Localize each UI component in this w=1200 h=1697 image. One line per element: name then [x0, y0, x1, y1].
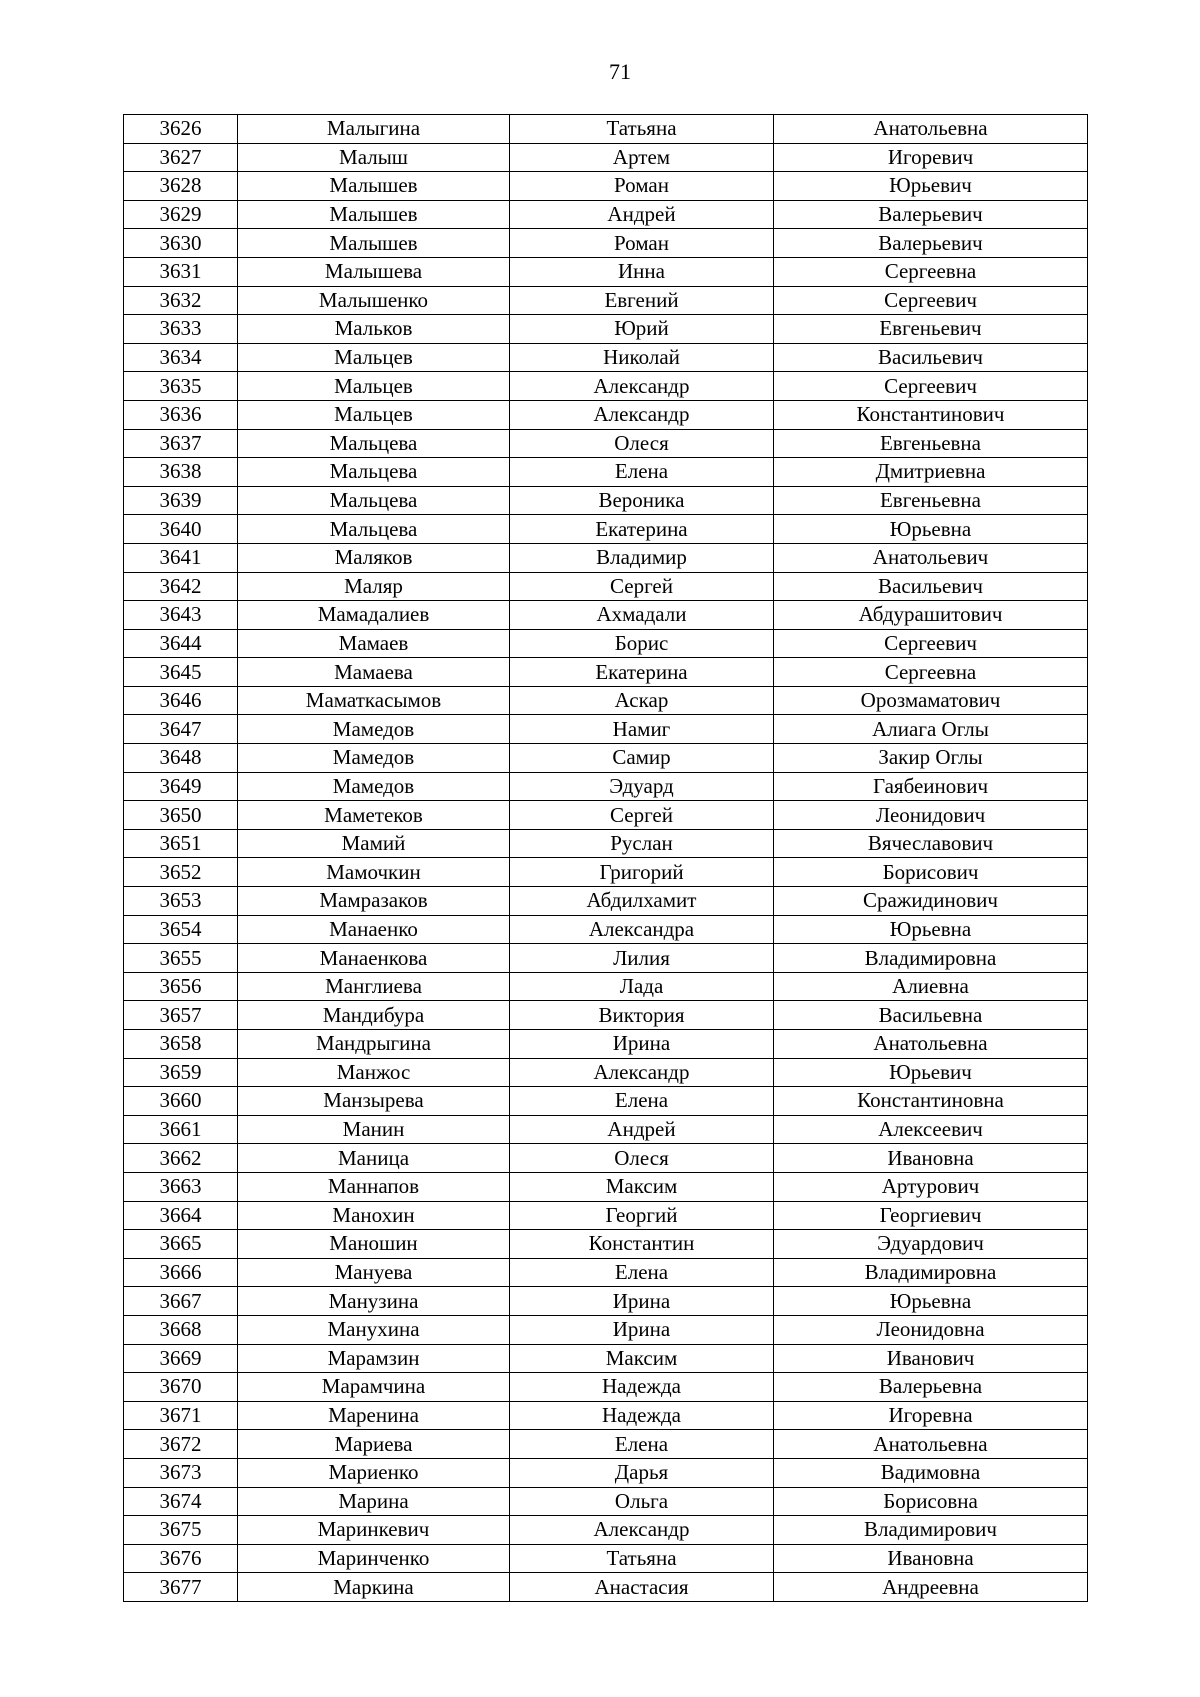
table-row	[124, 572, 1088, 601]
row-number-cell: 3651	[124, 829, 238, 858]
middle-name-cell: Анатольевна	[774, 1430, 1088, 1459]
table-row	[124, 829, 1088, 858]
last-name-cell: Манглиева	[238, 972, 510, 1001]
first-name-cell: Александр	[510, 1058, 774, 1087]
first-name-cell: Елена	[510, 458, 774, 487]
first-name-cell: Лада	[510, 972, 774, 1001]
middle-name-cell: Ивановна	[774, 1544, 1088, 1573]
table-row	[124, 915, 1088, 944]
row-number-cell: 3637	[124, 429, 238, 458]
table-row	[124, 1001, 1088, 1030]
table-row	[124, 1030, 1088, 1059]
row-number-cell: 3649	[124, 772, 238, 801]
table-row	[124, 458, 1088, 487]
first-name-cell: Намиг	[510, 715, 774, 744]
table-row	[124, 1115, 1088, 1144]
last-name-cell: Мамедов	[238, 715, 510, 744]
row-number-cell: 3667	[124, 1287, 238, 1316]
last-name-cell: Мальков	[238, 315, 510, 344]
last-name-cell: Манузина	[238, 1287, 510, 1316]
last-name-cell: Малышев	[238, 229, 510, 258]
last-name-cell: Мальцева	[238, 486, 510, 515]
last-name-cell: Марамзин	[238, 1344, 510, 1373]
row-number-cell: 3647	[124, 715, 238, 744]
table-row	[124, 944, 1088, 973]
last-name-cell: Манин	[238, 1115, 510, 1144]
row-number-cell: 3661	[124, 1115, 238, 1144]
row-number-cell: 3669	[124, 1344, 238, 1373]
first-name-cell: Андрей	[510, 200, 774, 229]
first-name-cell: Екатерина	[510, 515, 774, 544]
first-name-cell: Екатерина	[510, 658, 774, 687]
middle-name-cell: Иванович	[774, 1344, 1088, 1373]
row-number-cell: 3677	[124, 1573, 238, 1602]
first-name-cell: Татьяна	[510, 115, 774, 144]
table-row	[124, 315, 1088, 344]
first-name-cell: Ирина	[510, 1315, 774, 1344]
table-row	[124, 1401, 1088, 1430]
table-row	[124, 1458, 1088, 1487]
first-name-cell: Ольга	[510, 1487, 774, 1516]
row-number-cell: 3631	[124, 257, 238, 286]
first-name-cell: Вероника	[510, 486, 774, 515]
last-name-cell: Малышев	[238, 172, 510, 201]
last-name-cell: Мамочкин	[238, 858, 510, 887]
middle-name-cell: Анатольевич	[774, 543, 1088, 572]
page-number: 71	[609, 59, 631, 84]
last-name-cell: Мамаев	[238, 629, 510, 658]
table-row	[124, 229, 1088, 258]
row-number-cell: 3654	[124, 915, 238, 944]
row-number-cell: 3634	[124, 343, 238, 372]
first-name-cell: Ахмадали	[510, 601, 774, 630]
last-name-cell: Маркина	[238, 1573, 510, 1602]
table-row	[124, 343, 1088, 372]
table-row	[124, 400, 1088, 429]
table-row	[124, 1144, 1088, 1173]
middle-name-cell: Дмитриевна	[774, 458, 1088, 487]
last-name-cell: Мануева	[238, 1258, 510, 1287]
row-number-cell: 3660	[124, 1087, 238, 1116]
row-number-cell: 3662	[124, 1144, 238, 1173]
middle-name-cell: Юрьевна	[774, 515, 1088, 544]
last-name-cell: Маренина	[238, 1401, 510, 1430]
table-row	[124, 257, 1088, 286]
row-number-cell: 3641	[124, 543, 238, 572]
row-number-cell: 3636	[124, 400, 238, 429]
table-row	[124, 515, 1088, 544]
middle-name-cell: Евгеньевна	[774, 486, 1088, 515]
table-row	[124, 658, 1088, 687]
middle-name-cell: Игоревич	[774, 143, 1088, 172]
row-number-cell: 3664	[124, 1201, 238, 1230]
last-name-cell: Мальцев	[238, 400, 510, 429]
row-number-cell: 3652	[124, 858, 238, 887]
last-name-cell: Манзырева	[238, 1087, 510, 1116]
row-number-cell: 3642	[124, 572, 238, 601]
middle-name-cell: Анатольевна	[774, 1030, 1088, 1059]
middle-name-cell: Алиевна	[774, 972, 1088, 1001]
row-number-cell: 3668	[124, 1315, 238, 1344]
last-name-cell: Маметеков	[238, 801, 510, 830]
first-name-cell: Олеся	[510, 429, 774, 458]
last-name-cell: Малыш	[238, 143, 510, 172]
middle-name-cell: Юрьевна	[774, 1287, 1088, 1316]
first-name-cell: Максим	[510, 1172, 774, 1201]
first-name-cell: Инна	[510, 257, 774, 286]
last-name-cell: Маматкасымов	[238, 686, 510, 715]
row-number-cell: 3663	[124, 1172, 238, 1201]
table-row	[124, 1315, 1088, 1344]
table-row	[124, 1258, 1088, 1287]
row-number-cell: 3670	[124, 1373, 238, 1402]
middle-name-cell: Евгеньевна	[774, 429, 1088, 458]
first-name-cell: Виктория	[510, 1001, 774, 1030]
table-row	[124, 1087, 1088, 1116]
middle-name-cell: Сергеевич	[774, 286, 1088, 315]
last-name-cell: Мальцева	[238, 429, 510, 458]
first-name-cell: Татьяна	[510, 1544, 774, 1573]
middle-name-cell: Орозмаматович	[774, 686, 1088, 715]
middle-name-cell: Владимировна	[774, 944, 1088, 973]
last-name-cell: Маница	[238, 1144, 510, 1173]
middle-name-cell: Леонидовна	[774, 1315, 1088, 1344]
row-number-cell: 3653	[124, 887, 238, 916]
first-name-cell: Борис	[510, 629, 774, 658]
middle-name-cell: Константиновна	[774, 1087, 1088, 1116]
last-name-cell: Манухина	[238, 1315, 510, 1344]
last-name-cell: Маринченко	[238, 1544, 510, 1573]
row-number-cell: 3665	[124, 1230, 238, 1259]
middle-name-cell: Леонидович	[774, 801, 1088, 830]
table-row	[124, 1544, 1088, 1573]
names-table	[123, 114, 1088, 1602]
row-number-cell: 3639	[124, 486, 238, 515]
middle-name-cell: Анатольевна	[774, 115, 1088, 144]
last-name-cell: Мамедов	[238, 772, 510, 801]
last-name-cell: Мальцева	[238, 515, 510, 544]
last-name-cell: Манжос	[238, 1058, 510, 1087]
first-name-cell: Сергей	[510, 572, 774, 601]
names-table-body	[124, 115, 1088, 1602]
first-name-cell: Евгений	[510, 286, 774, 315]
table-row	[124, 801, 1088, 830]
last-name-cell: Мариева	[238, 1430, 510, 1459]
first-name-cell: Владимир	[510, 543, 774, 572]
last-name-cell: Малыгина	[238, 115, 510, 144]
row-number-cell: 3648	[124, 744, 238, 773]
middle-name-cell: Вадимовна	[774, 1458, 1088, 1487]
first-name-cell: Надежда	[510, 1401, 774, 1430]
row-number-cell: 3645	[124, 658, 238, 687]
table-row	[124, 543, 1088, 572]
first-name-cell: Александра	[510, 915, 774, 944]
row-number-cell: 3666	[124, 1258, 238, 1287]
middle-name-cell: Сергеевич	[774, 372, 1088, 401]
first-name-cell: Анастасия	[510, 1573, 774, 1602]
first-name-cell: Надежда	[510, 1373, 774, 1402]
last-name-cell: Мальцев	[238, 343, 510, 372]
first-name-cell: Эдуард	[510, 772, 774, 801]
last-name-cell: Манаенкова	[238, 944, 510, 973]
table-row	[124, 1058, 1088, 1087]
last-name-cell: Малышев	[238, 200, 510, 229]
first-name-cell: Самир	[510, 744, 774, 773]
middle-name-cell: Константинович	[774, 400, 1088, 429]
first-name-cell: Елена	[510, 1258, 774, 1287]
table-row	[124, 1201, 1088, 1230]
table-row	[124, 1430, 1088, 1459]
row-number-cell: 3673	[124, 1458, 238, 1487]
middle-name-cell: Андреевна	[774, 1573, 1088, 1602]
last-name-cell: Мандрыгина	[238, 1030, 510, 1059]
first-name-cell: Николай	[510, 343, 774, 372]
last-name-cell: Мамаева	[238, 658, 510, 687]
middle-name-cell: Васильевич	[774, 572, 1088, 601]
row-number-cell: 3638	[124, 458, 238, 487]
table-row	[124, 858, 1088, 887]
last-name-cell: Маринкевич	[238, 1516, 510, 1545]
first-name-cell: Григорий	[510, 858, 774, 887]
row-number-cell: 3656	[124, 972, 238, 1001]
row-number-cell: 3674	[124, 1487, 238, 1516]
row-number-cell: 3633	[124, 315, 238, 344]
middle-name-cell: Юрьевна	[774, 915, 1088, 944]
middle-name-cell: Игоревна	[774, 1401, 1088, 1430]
row-number-cell: 3671	[124, 1401, 238, 1430]
last-name-cell: Манохин	[238, 1201, 510, 1230]
last-name-cell: Марина	[238, 1487, 510, 1516]
table-row	[124, 1287, 1088, 1316]
middle-name-cell: Вячеславович	[774, 829, 1088, 858]
middle-name-cell: Валерьевич	[774, 200, 1088, 229]
first-name-cell: Георгий	[510, 1201, 774, 1230]
last-name-cell: Маляр	[238, 572, 510, 601]
table-row	[124, 887, 1088, 916]
table-row	[124, 200, 1088, 229]
middle-name-cell: Закир Оглы	[774, 744, 1088, 773]
first-name-cell: Максим	[510, 1344, 774, 1373]
table-row	[124, 629, 1088, 658]
table-row	[124, 744, 1088, 773]
table-row	[124, 1487, 1088, 1516]
first-name-cell: Сергей	[510, 801, 774, 830]
first-name-cell: Олеся	[510, 1144, 774, 1173]
middle-name-cell: Алексеевич	[774, 1115, 1088, 1144]
table-row	[124, 1373, 1088, 1402]
row-number-cell: 3675	[124, 1516, 238, 1545]
row-number-cell: 3627	[124, 143, 238, 172]
last-name-cell: Маннапов	[238, 1172, 510, 1201]
middle-name-cell: Сергеевич	[774, 629, 1088, 658]
last-name-cell: Мамразаков	[238, 887, 510, 916]
table-row	[124, 429, 1088, 458]
last-name-cell: Манаенко	[238, 915, 510, 944]
last-name-cell: Мамадалиев	[238, 601, 510, 630]
table-row	[124, 372, 1088, 401]
first-name-cell: Абдилхамит	[510, 887, 774, 916]
middle-name-cell: Валерьевич	[774, 229, 1088, 258]
first-name-cell: Андрей	[510, 1115, 774, 1144]
table-row	[124, 1573, 1088, 1602]
middle-name-cell: Евгеньевич	[774, 315, 1088, 344]
row-number-cell: 3629	[124, 200, 238, 229]
first-name-cell: Константин	[510, 1230, 774, 1259]
middle-name-cell: Абдурашитович	[774, 601, 1088, 630]
table-row	[124, 1344, 1088, 1373]
first-name-cell: Елена	[510, 1430, 774, 1459]
last-name-cell: Малышева	[238, 257, 510, 286]
last-name-cell: Мариенко	[238, 1458, 510, 1487]
row-number-cell: 3655	[124, 944, 238, 973]
middle-name-cell: Гаябеинович	[774, 772, 1088, 801]
row-number-cell: 3630	[124, 229, 238, 258]
table-row	[124, 972, 1088, 1001]
middle-name-cell: Васильевна	[774, 1001, 1088, 1030]
last-name-cell: Мандибура	[238, 1001, 510, 1030]
table-row	[124, 1172, 1088, 1201]
first-name-cell: Ирина	[510, 1030, 774, 1059]
last-name-cell: Мальцева	[238, 458, 510, 487]
row-number-cell: 3659	[124, 1058, 238, 1087]
middle-name-cell: Борисовна	[774, 1487, 1088, 1516]
row-number-cell: 3672	[124, 1430, 238, 1459]
first-name-cell: Дарья	[510, 1458, 774, 1487]
table-row	[124, 172, 1088, 201]
first-name-cell: Роман	[510, 229, 774, 258]
last-name-cell: Мамий	[238, 829, 510, 858]
first-name-cell: Руслан	[510, 829, 774, 858]
middle-name-cell: Георгиевич	[774, 1201, 1088, 1230]
last-name-cell: Мамедов	[238, 744, 510, 773]
row-number-cell: 3657	[124, 1001, 238, 1030]
first-name-cell: Елена	[510, 1087, 774, 1116]
table-row	[124, 601, 1088, 630]
last-name-cell: Марамчина	[238, 1373, 510, 1402]
table-row	[124, 286, 1088, 315]
first-name-cell: Ирина	[510, 1287, 774, 1316]
first-name-cell: Аскар	[510, 686, 774, 715]
first-name-cell: Александр	[510, 1516, 774, 1545]
last-name-cell: Маношин	[238, 1230, 510, 1259]
row-number-cell: 3643	[124, 601, 238, 630]
middle-name-cell: Борисович	[774, 858, 1088, 887]
middle-name-cell: Сергеевна	[774, 257, 1088, 286]
first-name-cell: Лилия	[510, 944, 774, 973]
middle-name-cell: Юрьевич	[774, 1058, 1088, 1087]
middle-name-cell: Васильевич	[774, 343, 1088, 372]
middle-name-cell: Сражидинович	[774, 887, 1088, 916]
first-name-cell: Роман	[510, 172, 774, 201]
table-row	[124, 1230, 1088, 1259]
middle-name-cell: Эдуардович	[774, 1230, 1088, 1259]
row-number-cell: 3646	[124, 686, 238, 715]
row-number-cell: 3650	[124, 801, 238, 830]
middle-name-cell: Ивановна	[774, 1144, 1088, 1173]
last-name-cell: Маляков	[238, 543, 510, 572]
row-number-cell: 3640	[124, 515, 238, 544]
last-name-cell: Мальцев	[238, 372, 510, 401]
row-number-cell: 3676	[124, 1544, 238, 1573]
row-number-cell: 3658	[124, 1030, 238, 1059]
table-row	[124, 143, 1088, 172]
first-name-cell: Артем	[510, 143, 774, 172]
table-row	[124, 486, 1088, 515]
middle-name-cell: Сергеевна	[774, 658, 1088, 687]
first-name-cell: Александр	[510, 372, 774, 401]
row-number-cell: 3635	[124, 372, 238, 401]
first-name-cell: Юрий	[510, 315, 774, 344]
middle-name-cell: Алиага Оглы	[774, 715, 1088, 744]
row-number-cell: 3644	[124, 629, 238, 658]
table-row	[124, 686, 1088, 715]
table-row	[124, 115, 1088, 144]
middle-name-cell: Владимировна	[774, 1258, 1088, 1287]
middle-name-cell: Юрьевич	[774, 172, 1088, 201]
middle-name-cell: Артурович	[774, 1172, 1088, 1201]
row-number-cell: 3626	[124, 115, 238, 144]
row-number-cell: 3632	[124, 286, 238, 315]
middle-name-cell: Владимирович	[774, 1516, 1088, 1545]
table-row	[124, 715, 1088, 744]
first-name-cell: Александр	[510, 400, 774, 429]
middle-name-cell: Валерьевна	[774, 1373, 1088, 1402]
table-row	[124, 772, 1088, 801]
last-name-cell: Малышенко	[238, 286, 510, 315]
row-number-cell: 3628	[124, 172, 238, 201]
table-row	[124, 1516, 1088, 1545]
